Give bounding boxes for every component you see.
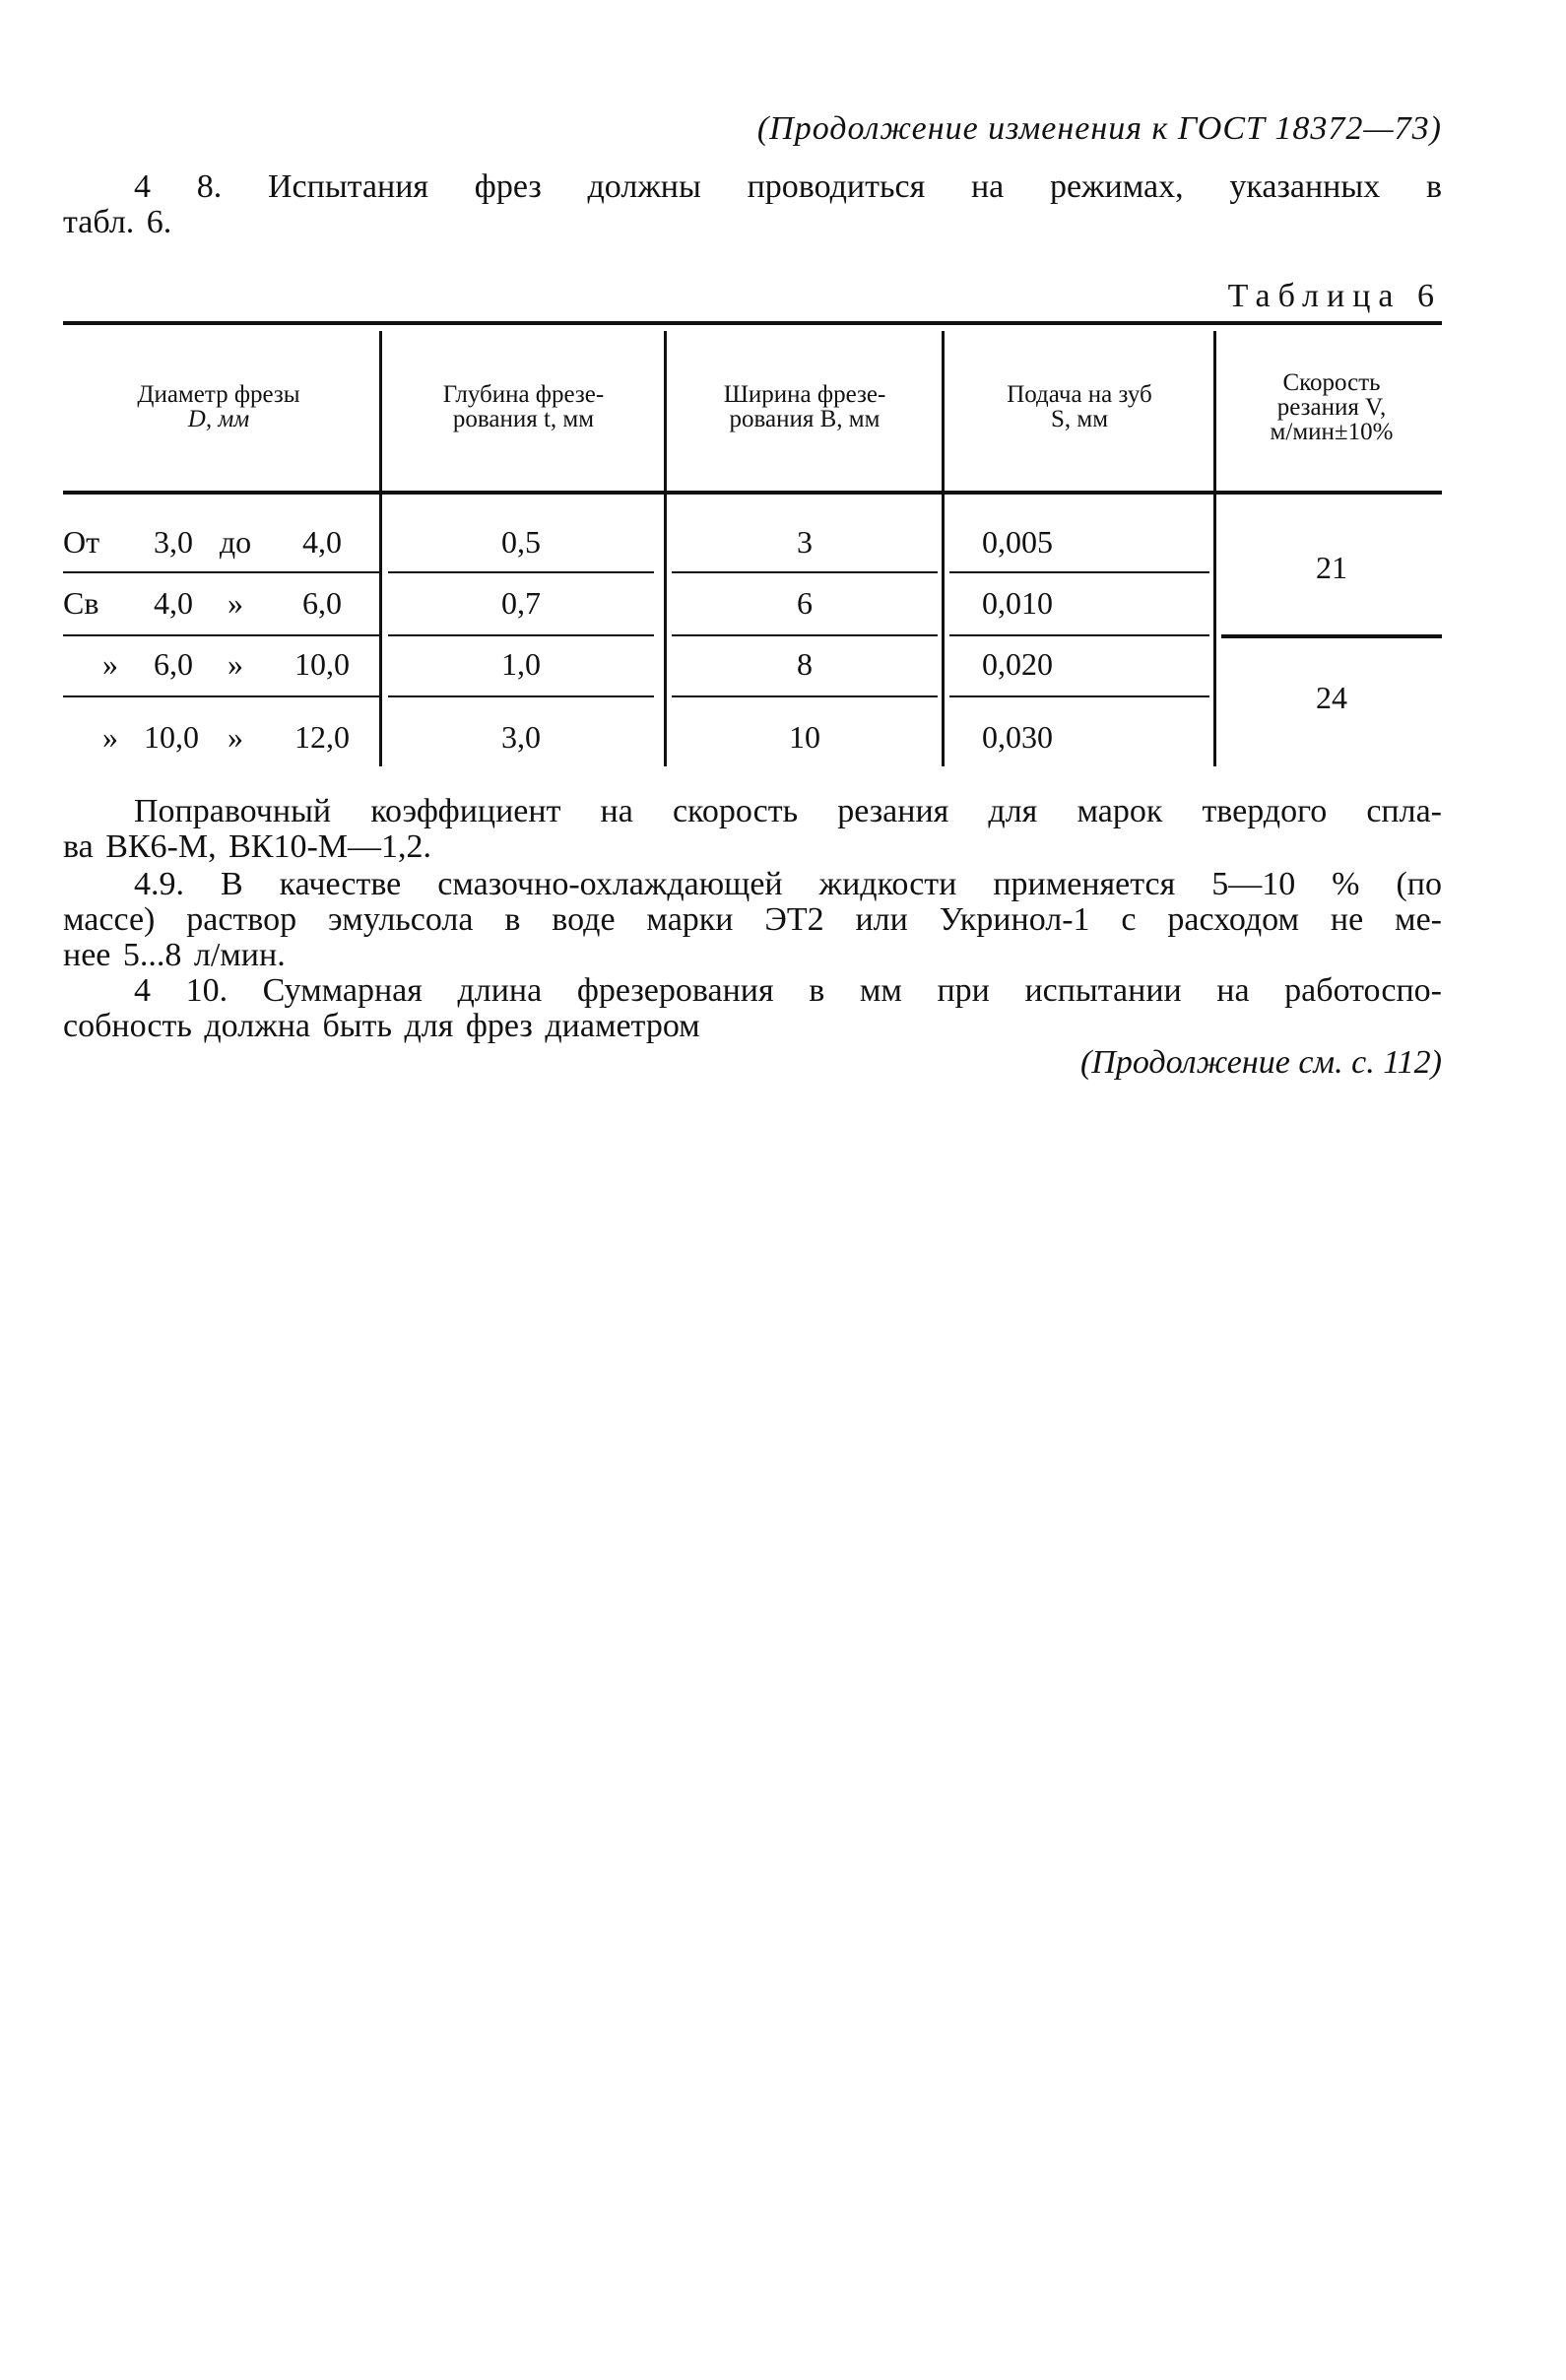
row-1-depth: 0,5 [501, 524, 541, 560]
row-2-from: 4,0 [154, 585, 193, 621]
correction-note [63, 794, 1442, 865]
paragraph-4-10-line-1: 4 10. Суммарная длина фрезерования в мм при испытании на работоспо- [134, 972, 1442, 1009]
row-3-conj: » [228, 646, 243, 682]
row-2-feed: 0,010 [982, 585, 1053, 621]
row-2-depth: 0,7 [501, 585, 541, 621]
row-4-width: 10 [789, 719, 820, 755]
header-diameter: Диаметр фрезы D, мм [137, 381, 300, 432]
paragraph-4-9-line-1: 4.9. В качестве смазочно-охлаждающей жидкости применяется 5—10 % (по [134, 866, 1442, 902]
column-divider-3 [942, 331, 945, 766]
paragraph-4-9-line-3: нее 5...8 л/мин. [63, 937, 286, 973]
row-2-conj: » [228, 585, 243, 621]
row-rule [63, 634, 379, 636]
row-3-feed: 0,020 [982, 646, 1053, 682]
row-3-width: 8 [797, 646, 813, 682]
column-divider-1 [379, 331, 382, 766]
row-4-to: 12,0 [294, 719, 350, 755]
speed-group-2: 24 [1316, 680, 1347, 715]
row-1-prefix: От [63, 524, 100, 560]
speed-group-1: 21 [1316, 550, 1347, 585]
row-1-feed: 0,005 [982, 524, 1053, 560]
row-4-conj: » [228, 719, 243, 755]
row-rule [949, 571, 1209, 573]
document-page [63, 0, 1442, 2380]
paragraph-4-8-line-2: табл. 6. [63, 204, 172, 240]
row-4-prefix: » [102, 719, 118, 755]
row-3-to: 10,0 [294, 646, 350, 682]
speed-group-rule [1221, 634, 1442, 638]
continuation-header: (Продолжение изменения к ГОСТ 18372—73) [756, 110, 1442, 147]
row-rule [672, 634, 938, 636]
row-1-to: 4,0 [302, 524, 342, 560]
paragraph-4-9-line-2: массе) раствор эмульсола в воде марки ЭТ2 или Укринол-1 с расходом не ме- [63, 901, 1442, 938]
row-3-from: 6,0 [154, 646, 193, 682]
column-divider-4 [1213, 331, 1216, 766]
header-speed: Скорость резания V, м/мин±10% [1270, 369, 1394, 445]
row-1-conj: до [219, 524, 252, 560]
row-1-from: 3,0 [154, 524, 193, 560]
row-rule [949, 695, 1209, 697]
continuation-footer: (Продолжение см. с. 112) [1079, 1044, 1442, 1081]
paragraph-4-9 [63, 867, 1442, 973]
column-divider-2 [664, 331, 667, 766]
row-rule [388, 695, 654, 697]
header-depth: Глубина фрезе- рования t, мм [442, 381, 605, 432]
row-2-width: 6 [797, 585, 813, 621]
correction-note-line-2: ва ВК6-М, ВК10-М—1,2. [63, 828, 432, 865]
row-3-depth: 1,0 [501, 646, 541, 682]
parameters-table [63, 321, 1442, 766]
table-top-rule [63, 321, 1442, 325]
paragraph-4-10 [63, 973, 1442, 1044]
table-header-rule [63, 491, 1442, 495]
row-rule [63, 571, 379, 573]
row-4-feed: 0,030 [982, 719, 1053, 755]
row-2-to: 6,0 [302, 585, 342, 621]
row-rule [949, 634, 1209, 636]
row-rule [388, 634, 654, 636]
paragraph-4-8-line-1: 4 8. Испытания фрез должны проводиться на режимах, указанных в [134, 168, 1442, 205]
header-feed: Подача на зуб S, мм [1007, 381, 1152, 432]
row-1-width: 3 [797, 524, 813, 560]
row-4-from: 10,0 [144, 719, 199, 755]
row-2-prefix: Св [63, 585, 99, 621]
row-rule [388, 571, 654, 573]
row-3-prefix: » [102, 646, 118, 682]
row-rule [672, 571, 938, 573]
paragraph-4-10-line-2: собность должна быть для фрез диаметром [63, 1008, 700, 1044]
row-rule [672, 695, 938, 697]
paragraph-4-8 [63, 169, 1442, 240]
header-width: Ширина фрезе- рования B, мм [723, 381, 886, 432]
correction-note-line-1: Поправочный коэффициент на скорость резания для марок твердого спла- [134, 793, 1442, 829]
row-rule [63, 695, 379, 697]
table-title: Таблица 6 [1227, 278, 1442, 314]
row-4-depth: 3,0 [501, 719, 541, 755]
